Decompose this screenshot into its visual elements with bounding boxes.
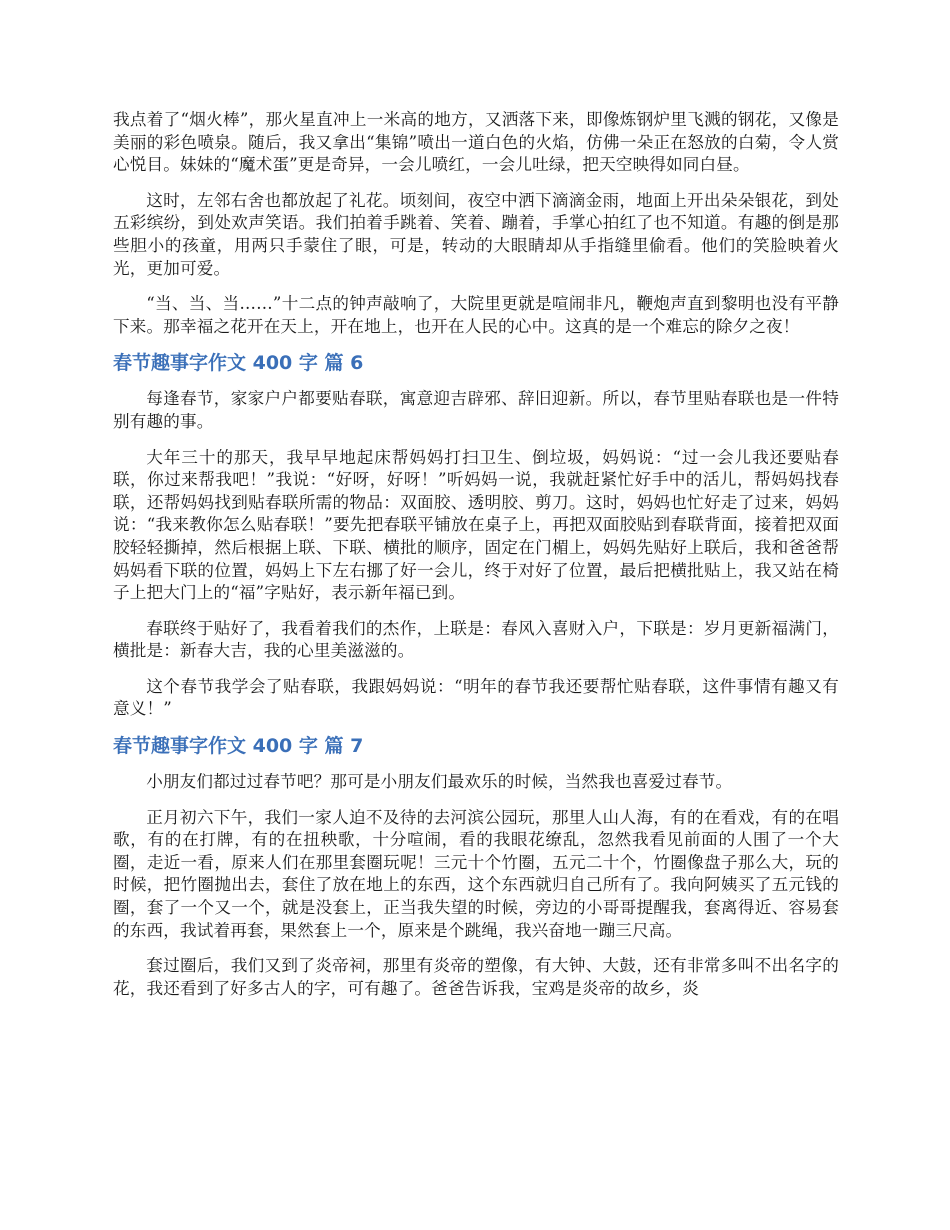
- paragraph: 这时，左邻右舍也都放起了礼花。顷刻间，夜空中洒下滴滴金雨，地面上开出朵朵银花，到处五彩缤纷，到处欢声笑语。我们拍着手跳着、笑着、蹦着，手掌心拍红了也不知道。有趣的倒是那些胆小的孩童，用两只手蒙住了眼，可是，转动的大眼睛却从手指缝里偷看。他们的笑脸映着火光，更加可爱。: [113, 190, 839, 278]
- paragraph: 小朋友们都过过春节吧？那可是小朋友们最欢乐的时候，当然我也喜爱过春节。: [146, 772, 733, 792]
- section-heading-6: 春节趣事字作文 400 字 篇 6: [113, 352, 364, 375]
- paragraph: 我点着了“烟火棒”，那火星直冲上一米高的地方，又洒落下来，即像炼钢炉里飞溅的钢花，又像是美丽的彩色喷泉。随后，我又拿出“集锦”喷出一道白色的火焰，仿佛一朵正在怒放的白菊，令人赏心悦目。妹妹的“魔术蛋”更是奇异，一会儿喷红，一会儿吐绿，把天空映得如同白昼。: [113, 110, 839, 175]
- paragraph: “当、当、当……”十二点的钟声敲响了，大院里更就是喧闹非凡，鞭炮声直到黎明也没有平静下来。那幸福之花开在天上，开在地上，也开在人民的心中。这真的是一个难忘的除夕之夜！: [113, 294, 839, 336]
- paragraph: 春联终于贴好了，我看着我们的杰作，上联是：春风入喜财入户，下联是：岁月更新福满门，横批是：新春大吉，我的心里美滋滋的。: [113, 618, 839, 661]
- section-heading-7: 春节趣事字作文 400 字 篇 7: [113, 735, 364, 758]
- paragraph: 每逢春节，家家户户都要贴春联，寓意迎吉辟邪、辞旧迎新。所以，春节里贴春联也是一件特别有趣的事。: [113, 389, 839, 431]
- paragraph: 套过圈后，我们又到了炎帝祠，那里有炎帝的塑像，有大钟、大鼓，还有非常多叫不出名字的花，我还看到了好多古人的字，可有趣了。爸爸告诉我，宝鸡是炎帝的故乡，炎: [113, 956, 839, 998]
- paragraph: 这个春节我学会了贴春联，我跟妈妈说：“明年的春节我还要帮忙贴春联，这件事情有趣又有意义！”: [113, 676, 839, 719]
- paragraph: 正月初六下午，我们一家人迫不及待的去河滨公园玩，那里人山人海，有的在看戏，有的在唱歌，有的在打牌，有的在扭秧歌，十分喧闹，看的我眼花缭乱，忽然我看见前面的人围了一个大圈，走近一看，原来人们在那里套圈玩呢！三元十个竹圈，五元二十个，竹圈像盘子那么大，玩的时候，把竹圈抛出去，套住了放在地上的东西，这个东西就归自己所有了。我向阿姨买了五元钱的圈，套了一个又一个，就是没套上，正当我失望的时候，旁边的小哥哥提醒我，套离得近、容易套的东西，我试着再套，果然套上一个，原来是个跳绳，我兴奋地一蹦三尺高。: [113, 807, 839, 940]
- document-body: [113, 109, 839, 1013]
- paragraph: 大年三十的那天，我早早地起床帮妈妈打扫卫生、倒垃圾，妈妈说：“过一会儿我还要贴春联，你过来帮我吧！”我说：“好呀，好呀！”听妈妈一说，我就赶紧忙好手中的活儿，帮妈妈找春联，还帮妈妈找到贴春联所需的物品：双面胶、透明胶、剪刀。这时，妈妈也忙好走了过来，妈妈说：“我来教你怎么贴春联！”要先把春联平铺放在桌子上，再把双面胶贴到春联背面，接着把双面胶轻轻撕掉，然后根据上联、下联、横批的顺序，固定在门楣上，妈妈先贴好上联后，我和爸爸帮妈妈看下联的位置，妈妈上下左右挪了好一会儿，终于对好了位置，最后把横批贴上，我又站在椅子上把大门上的“福”字贴好，表示新年福已到。: [113, 447, 839, 603]
